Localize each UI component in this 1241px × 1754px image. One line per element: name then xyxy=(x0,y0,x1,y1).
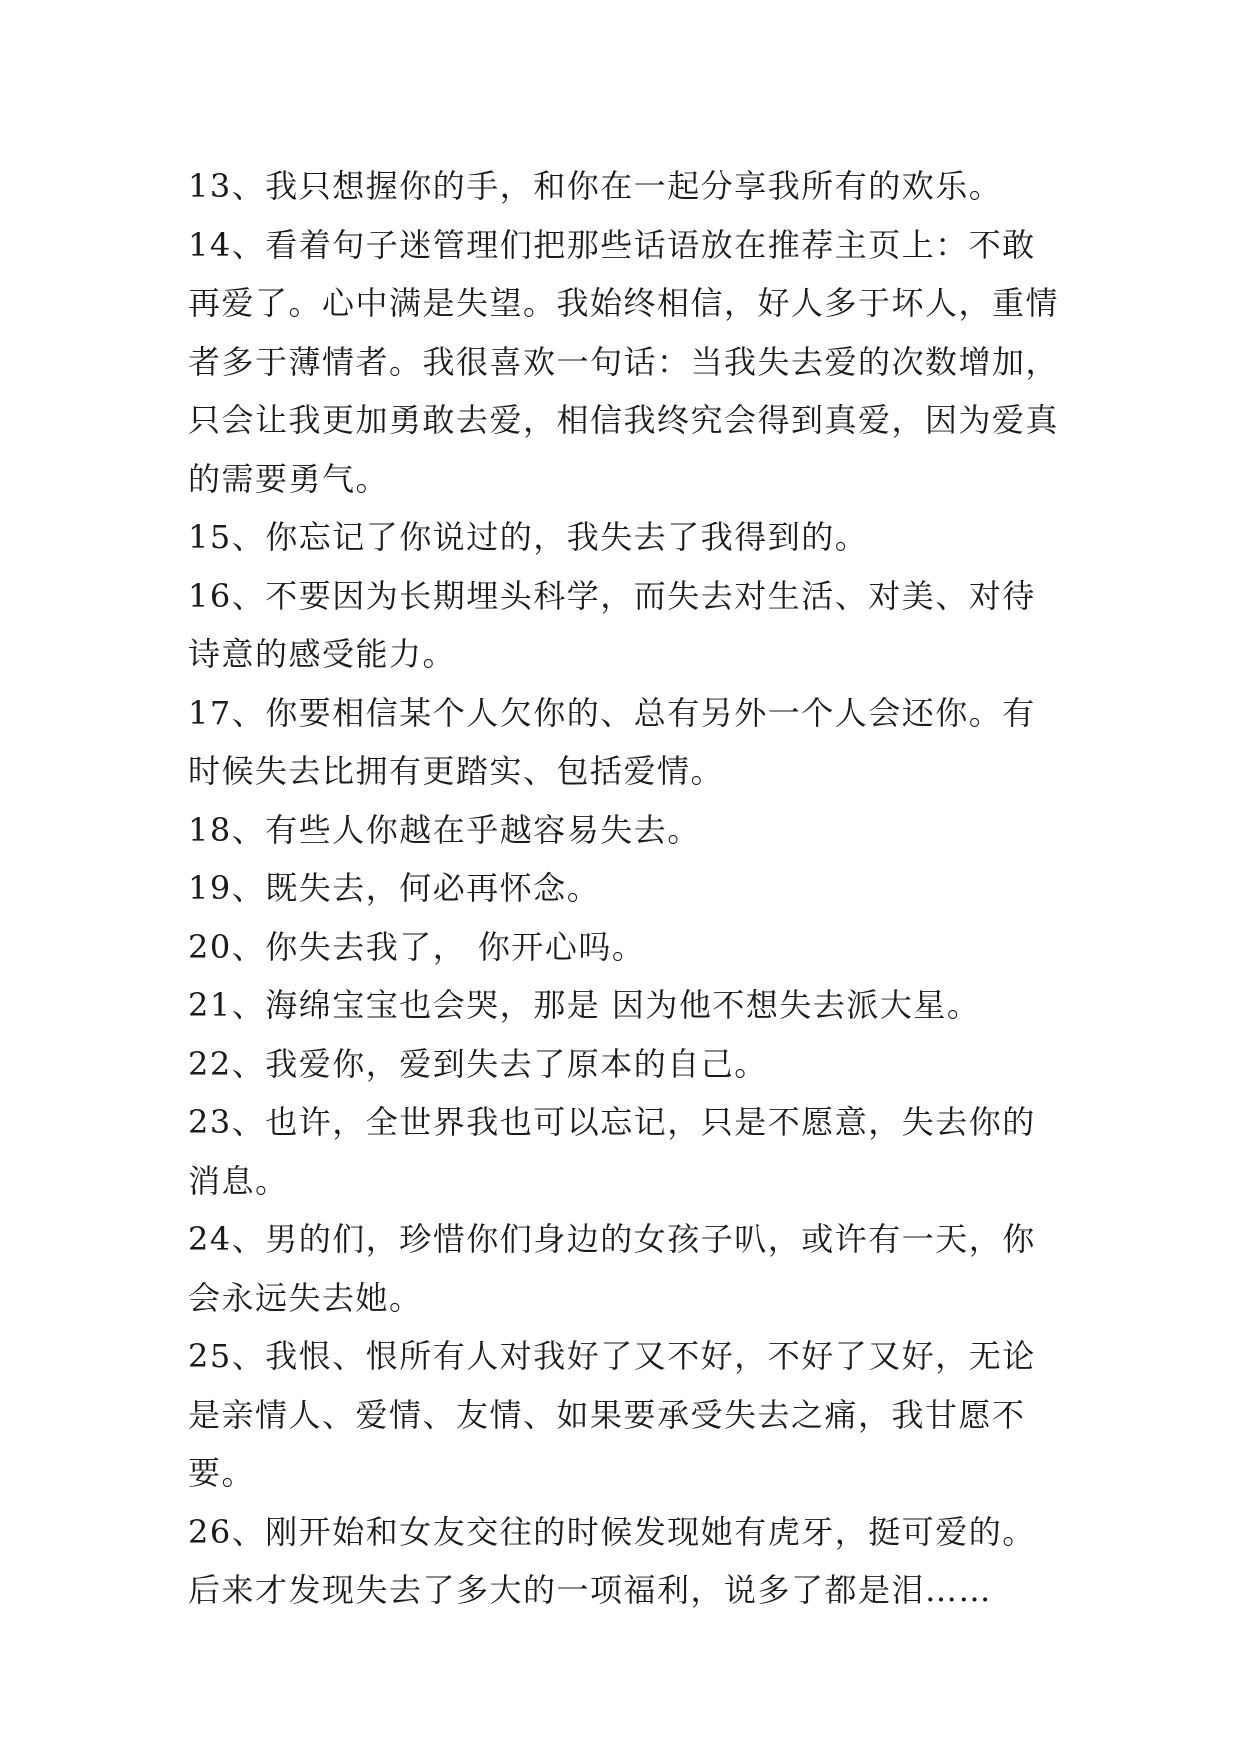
paragraph-20: 20、你失去我了， 你开心吗。 xyxy=(188,927,646,966)
paragraph-26: 26、刚开始和女友交往的时候发现她有虎牙，挺可爱的。后来才发现失去了多大的一项福利，说多了都是泪…… xyxy=(188,1512,1036,1609)
paragraph-23: 23、也许，全世界我也可以忘记，只是不愿意，失去你的消息。 xyxy=(188,1103,1036,1200)
paragraph-22: 22、我爱你，爱到失去了原本的自己。 xyxy=(188,1044,768,1083)
paragraph-13: 13、我只想握你的手，和你在一起分享我所有的欢乐。 xyxy=(188,167,1003,205)
paragraph-14: 14、看着句子迷管理们把那些话语放在推荐主页上：不敢再爱了。心中满是失望。我始终相信，好人多于坏人，重情者多于薄情者。我很喜欢一句话：当我失去爱的次数增加，只会让我更加勇敢去爱，相信我终究会得到真爱，因为爱真的需要勇气。 xyxy=(188,225,1060,498)
paragraph-15: 15、你忘记了你说过的，我失去了我得到的。 xyxy=(188,518,869,556)
paragraph-17: 17、你要相信某个人欠你的、总有另外一个人会还你。有时候失去比拥有更踏实、包括爱情。 xyxy=(188,693,1036,790)
paragraph-25: 25、我恨、恨所有人对我好了又不好，不好了又好，无论是亲情人、爱情、友情、如果要承受失去之痛，我甘愿不要。 xyxy=(188,1337,1036,1492)
paragraph-19: 19、既失去，何必再怀念。 xyxy=(188,869,601,907)
paragraph-24: 24、男的们，珍惜你们身边的女孩子叭，或许有一天，你会永远失去她。 xyxy=(188,1220,1036,1317)
paragraph-16: 16、不要因为长期埋头科学，而失去对生活、对美、对待诗意的感受能力。 xyxy=(188,576,1036,673)
document-body xyxy=(188,157,1068,1620)
paragraph-18: 18、有些人你越在乎越容易失去。 xyxy=(188,810,701,849)
paragraph-21: 21、海绵宝宝也会哭，那是 因为他不想失去派大星。 xyxy=(188,986,981,1024)
